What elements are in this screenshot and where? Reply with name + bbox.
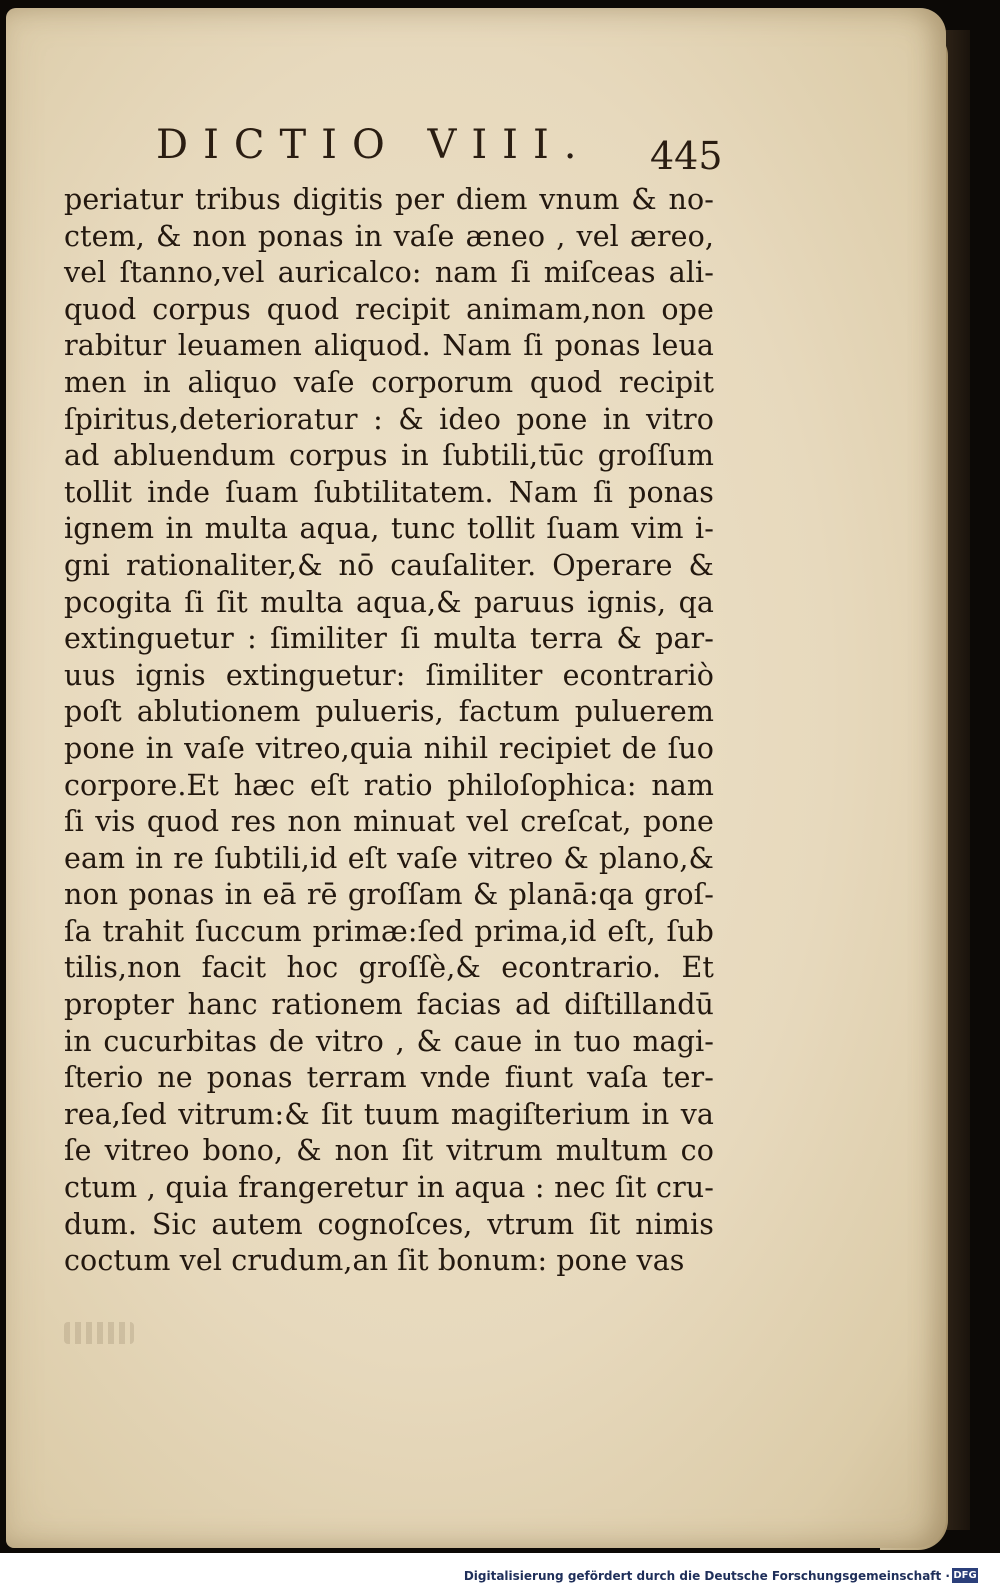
text-line: ſe vitreo bono, & non ſit vitrum multum co	[64, 1134, 714, 1168]
running-title: DICTIO VIII.	[156, 122, 592, 168]
text-line: rabitur leuamen aliquod. Nam ſi ponas leua	[64, 329, 714, 363]
text-line: dum. Sic autem cognoſces, vtrum ſit nimis	[64, 1207, 714, 1241]
digitization-credit: Digitalisierung gefördert durch die Deutsche Forschungsgemeinschaft ·	[463, 1569, 950, 1583]
dfg-logo: DFG	[953, 1570, 977, 1581]
text-line: ſi vis quod res non minuat vel creſcat, pone	[64, 805, 714, 839]
text-line: men in aliquo vaſe corporum quod recipit	[64, 365, 714, 399]
text-line: poſt ablutionem pulueris, factum puluerem	[64, 695, 714, 729]
text-line: ad abluendum corpus in ſubtili,tūc groſſum	[64, 439, 714, 473]
text-line: corpore.Et hæc eſt ratio philoſophica: nam	[64, 768, 714, 802]
text-line: propter hanc rationem facias ad diſtillandū	[64, 988, 714, 1022]
text-line: pcogita ſi ſit multa aqua,& paruus ignis, qa	[64, 585, 714, 619]
text-line: vel ſtanno,vel auricalco: nam ſi miſceas ali-	[64, 256, 714, 290]
text-line: extinguetur : ſimiliter ſi multa terra & par-	[64, 622, 714, 656]
text-line: in cucurbitas de vitro , & caue in tuo magi-	[64, 1024, 714, 1058]
text-line: ctem, & non ponas in vaſe æneo , vel æreo,	[64, 219, 714, 253]
text-line: rea,ſed vitrum:& ſit tuum magiſterium in va	[64, 1097, 714, 1131]
text-line: pone in vaſe vitreo,quia nihil recipiet de ſuo	[64, 731, 714, 765]
text-line: tollit inde ſuam ſubtilitatem. Nam ſi ponas	[64, 475, 714, 509]
text-line: uus ignis extinguetur: ſimiliter econtrariò	[64, 658, 714, 692]
text-line: tilis,non facit hoc groſſè,& econtrario. Et	[64, 951, 714, 985]
text-line: gni rationaliter,& nō cauſaliter. Operare &	[64, 548, 714, 582]
page-header	[156, 116, 736, 176]
page-number: 445	[650, 134, 723, 178]
body-text	[64, 182, 714, 1280]
text-line: ſterio ne ponas terram vnde fiunt vaſa ter-	[64, 1061, 714, 1095]
text-line: ſpiritus,deterioratur : & ideo pone in vitro	[64, 402, 714, 436]
text-line: coctum vel crudum,an ſit bonum: pone vas	[64, 1244, 685, 1278]
text-line: periatur tribus digitis per diem vnum & no-	[64, 183, 714, 216]
text-line: ignem in multa aqua, tunc tollit ſuam vim i-	[64, 512, 714, 546]
text-line: quod corpus quod recipit animam,non ope	[64, 292, 714, 326]
text-line: eam in re ſubtili,id eſt vaſe vitreo & plano,&	[64, 841, 714, 875]
text-line: non ponas in eā rē groſſam & planā:qa groſ-	[64, 878, 714, 912]
text-line: ctum , quia frangeretur in aqua : nec ſit cru-	[64, 1171, 714, 1205]
book-page	[6, 8, 946, 1548]
text-line: ſa trahit ſuccum primæ:ſed prima,id eſt, ſub	[64, 914, 714, 948]
faint-offset-mark	[64, 1322, 134, 1344]
